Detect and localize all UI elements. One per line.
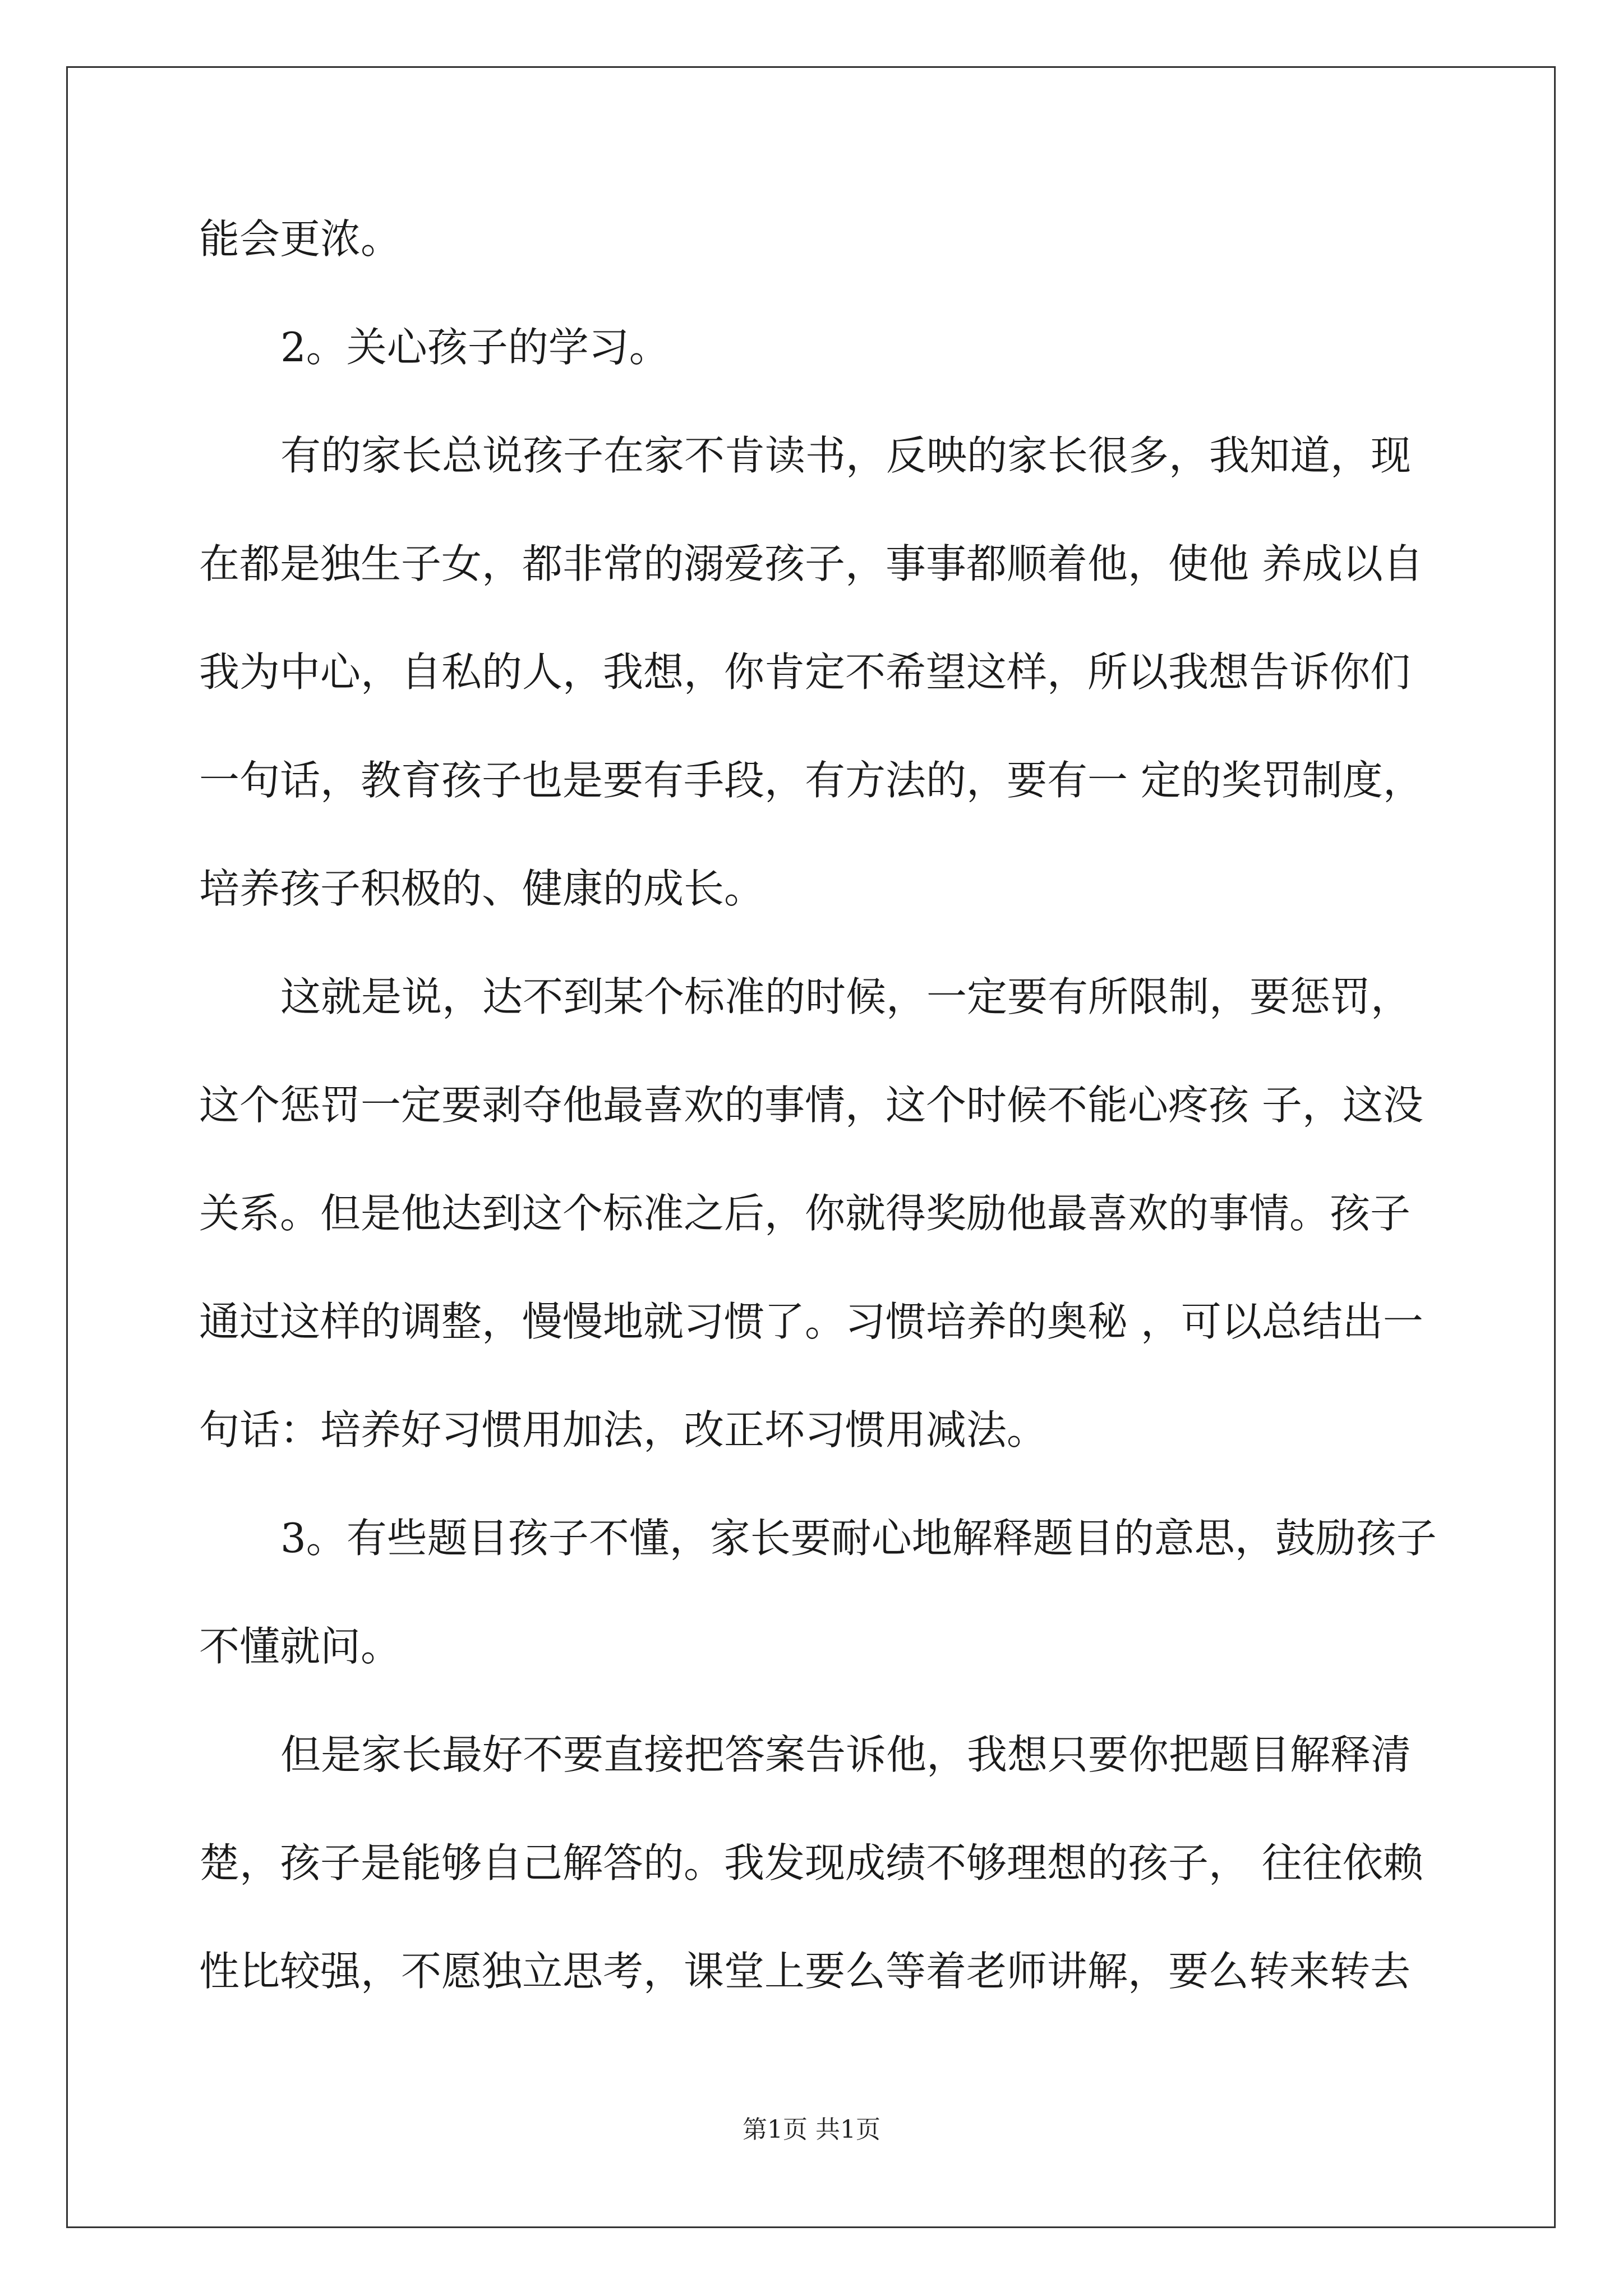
text-line: 在都是独生子女，都非常的溺爱孩子，事事都顺着他，使他 养成以自 (199, 540, 1423, 587)
text-line: 培养孩子积极的、健康的成长。 (199, 865, 765, 912)
document-body (199, 185, 1461, 2026)
text-line: 关系。但是他达到这个标准之后，你就得奖励他最喜欢的事情。孩子 (199, 1190, 1411, 1237)
text-line: 楚，孩子是能够自己解答的。我发现成绩不够理想的孩子， 往往依赖 (199, 1839, 1423, 1887)
text-line: 性比较强，不愿独立思考，课堂上要么等着老师讲解，要么转来转去 (199, 1948, 1411, 1995)
text-line: 能会更浓。 (199, 215, 402, 263)
text-line: 我为中心，自私的人，我想，你肯定不希望这样，所以我想告诉你们 (199, 648, 1411, 696)
text-line: 句话：培养好习惯用加法，改正坏习惯用减法。 (199, 1406, 1048, 1453)
text-line: 一句话，教育孩子也是要有手段，有方法的，要有一 定的奖罚制度， (199, 757, 1423, 804)
text-line: 这个惩罚一定要剥夺他最喜欢的事情，这个时候不能心疼孩 子，这没 (199, 1082, 1423, 1129)
text-line: 有的家长总说孩子在家不肯读书，反映的家长很多，我知道，现 (280, 432, 1412, 479)
text-line: 2。关心孩子的学习。 (280, 324, 670, 371)
page-footer: 第1页 共1页 (743, 2115, 880, 2144)
text-line: 这就是说，达不到某个标准的时候，一定要有所限制，要惩罚， (280, 973, 1412, 1020)
text-line: 但是家长最好不要直接把答案告诉他，我想只要你把题目解释清 (280, 1731, 1412, 1778)
text-line: 不懂就问。 (199, 1623, 402, 1670)
text-line: 通过这样的调整，慢慢地就习惯了。习惯培养的奥秘 ，可以总结出一 (199, 1298, 1423, 1345)
text-line: 3。有些题目孩子不懂，家长要耐心地解释题目的意思，鼓励孩子 (280, 1515, 1437, 1562)
